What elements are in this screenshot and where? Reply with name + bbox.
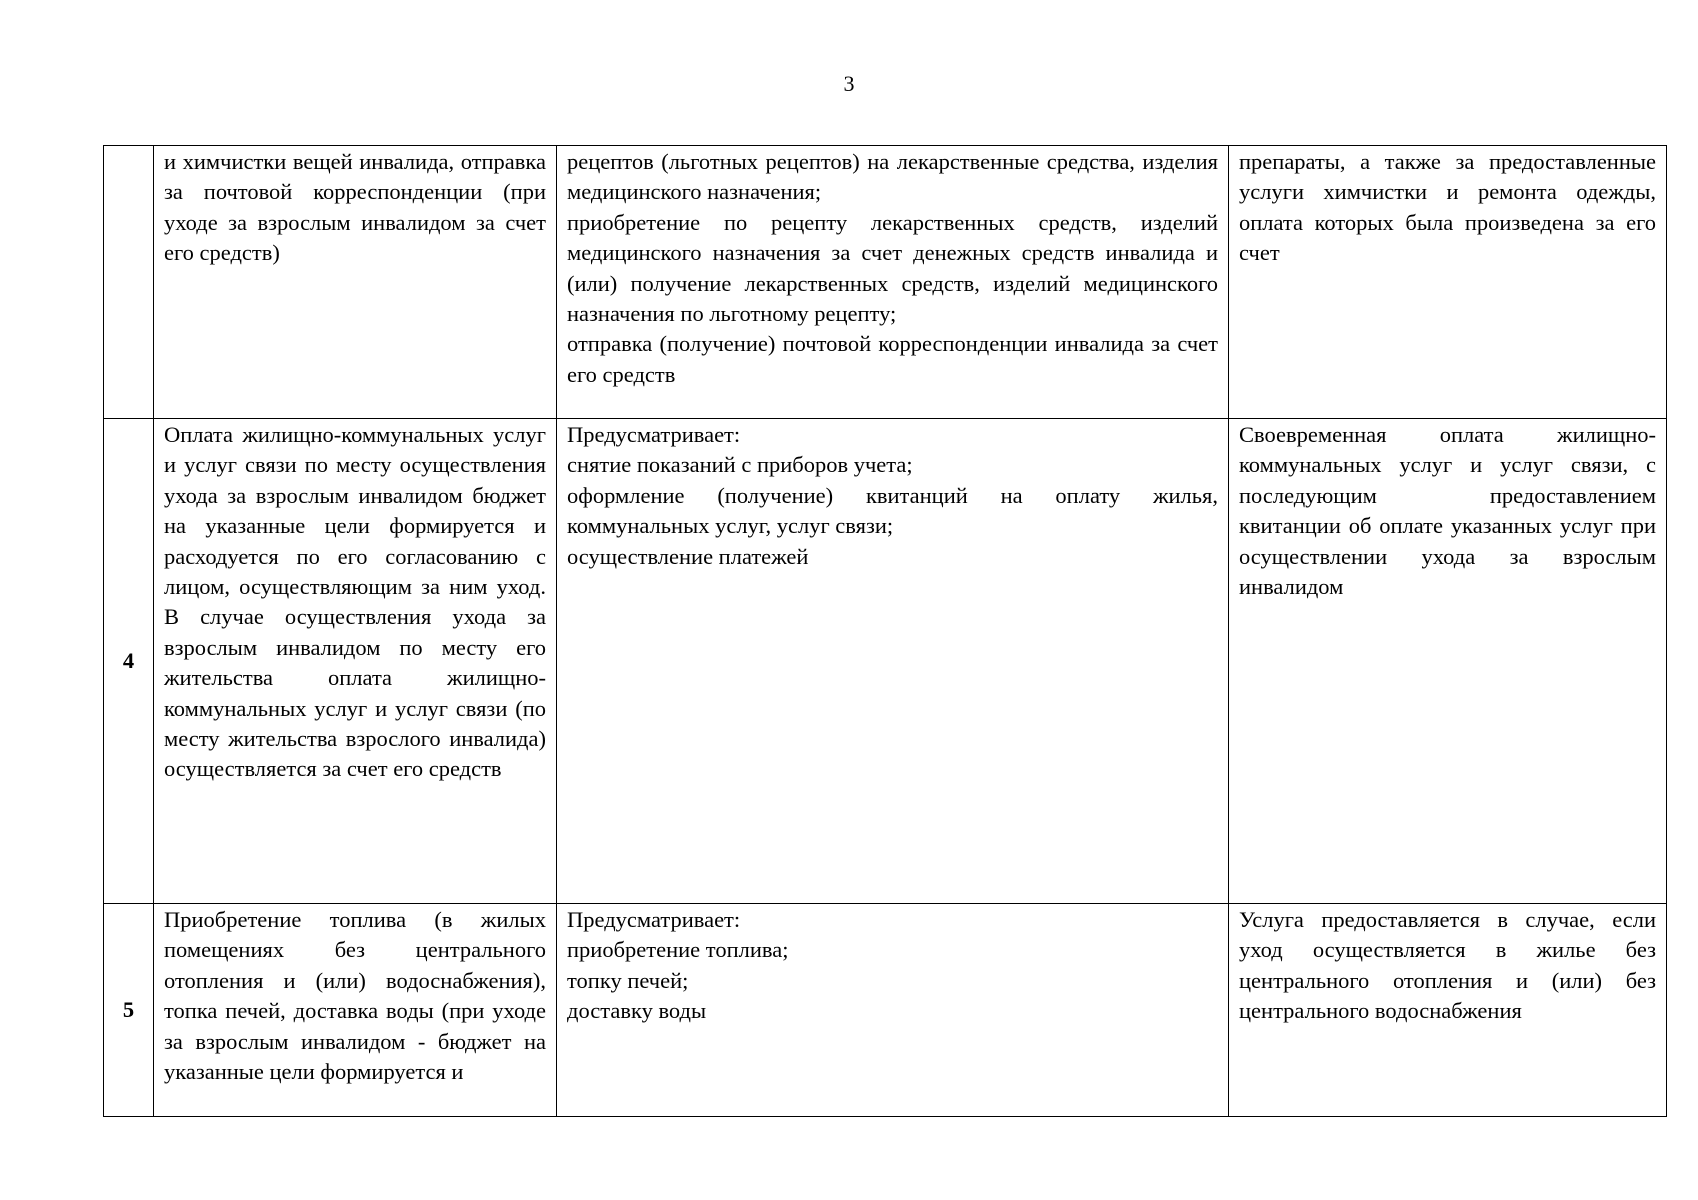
service-condition-cell: Услуга предоставляется в случае, если уход осуществляется в жилье без центрального отопления и (или) без центрального водоснабжения [1229,904,1667,1117]
row-number-cell [104,146,154,419]
description-line: приобретение топлива; [567,937,789,963]
services-table [103,145,1667,1117]
service-condition-cell: препараты, а также за предоставленные услуги химчистки и ремонта одежды, оплата которых была произведена за его счет [1229,146,1667,419]
description-line: рецептов (льготных рецептов) на лекарственные средства, изделия медицинского назначения; [567,149,1218,205]
description-line: доставку воды [567,998,707,1024]
description-line: осуществление платежей [567,543,809,569]
row-number-cell: 5 [104,904,154,1117]
page-number: 3 [843,71,855,96]
description-line: Предусматривает: [567,907,741,932]
row-number-cell: 4 [104,419,154,904]
table-row [104,419,1667,904]
description-line: снятие показаний с приборов учета; [567,452,913,478]
service-description-cell [557,419,1229,904]
description-line: Предусматривает: [567,422,741,447]
service-description-cell [557,146,1229,419]
description-line: приобретение по рецепту лекарственных средств, изделий медицинского назначения за счет денежных средств инвалида и (или) получение лекарственных средств, изделий медицинского назначения по льготному рецепту; [567,209,1218,327]
service-condition-cell: Своевременная оплата жилищно-коммунальных услуг и услуг связи, с последующим предоставлением квитанции об оплате указанных услуг при осуществлении ухода за взрослым инвалидом [1229,419,1667,904]
table-row [104,904,1667,1117]
description-line: топку печей; [567,967,689,993]
service-name-cell: Оплата жилищно-коммунальных услуг и услуг связи по месту осуществления ухода за взрослым инвалидом бюджет на указанные цели формируется и расходуется по его согласованию с лицом, осуществляющим за ним уход. В случае осуществления ухода за взрослым инвалидом по месту его жительства оплата жилищно-коммунальных услуг и услуг связи (по месту жительства взрослого инвалида) осуществляется за счет его средств [154,419,557,904]
service-name-cell: Приобретение топлива (в жилых помещениях без центрального отопления и (или) водоснабжения), топка печей, доставка воды (при уходе за взрослым инвалидом - бюджет на указанные цели формируется и [154,904,557,1117]
description-line: отправка (получение) почтовой корреспонденции инвалида за счет его средств [567,331,1218,387]
service-name-cell: и химчистки вещей инвалида, отправка за почтовой корреспонденции (при уходе за взрослым инвалидом за счет его средств) [154,146,557,419]
description-line: оформление (получение) квитанций на оплату жилья, коммунальных услуг, услуг связи; [567,482,1218,539]
service-description-cell [557,904,1229,1117]
table-row [104,146,1667,419]
